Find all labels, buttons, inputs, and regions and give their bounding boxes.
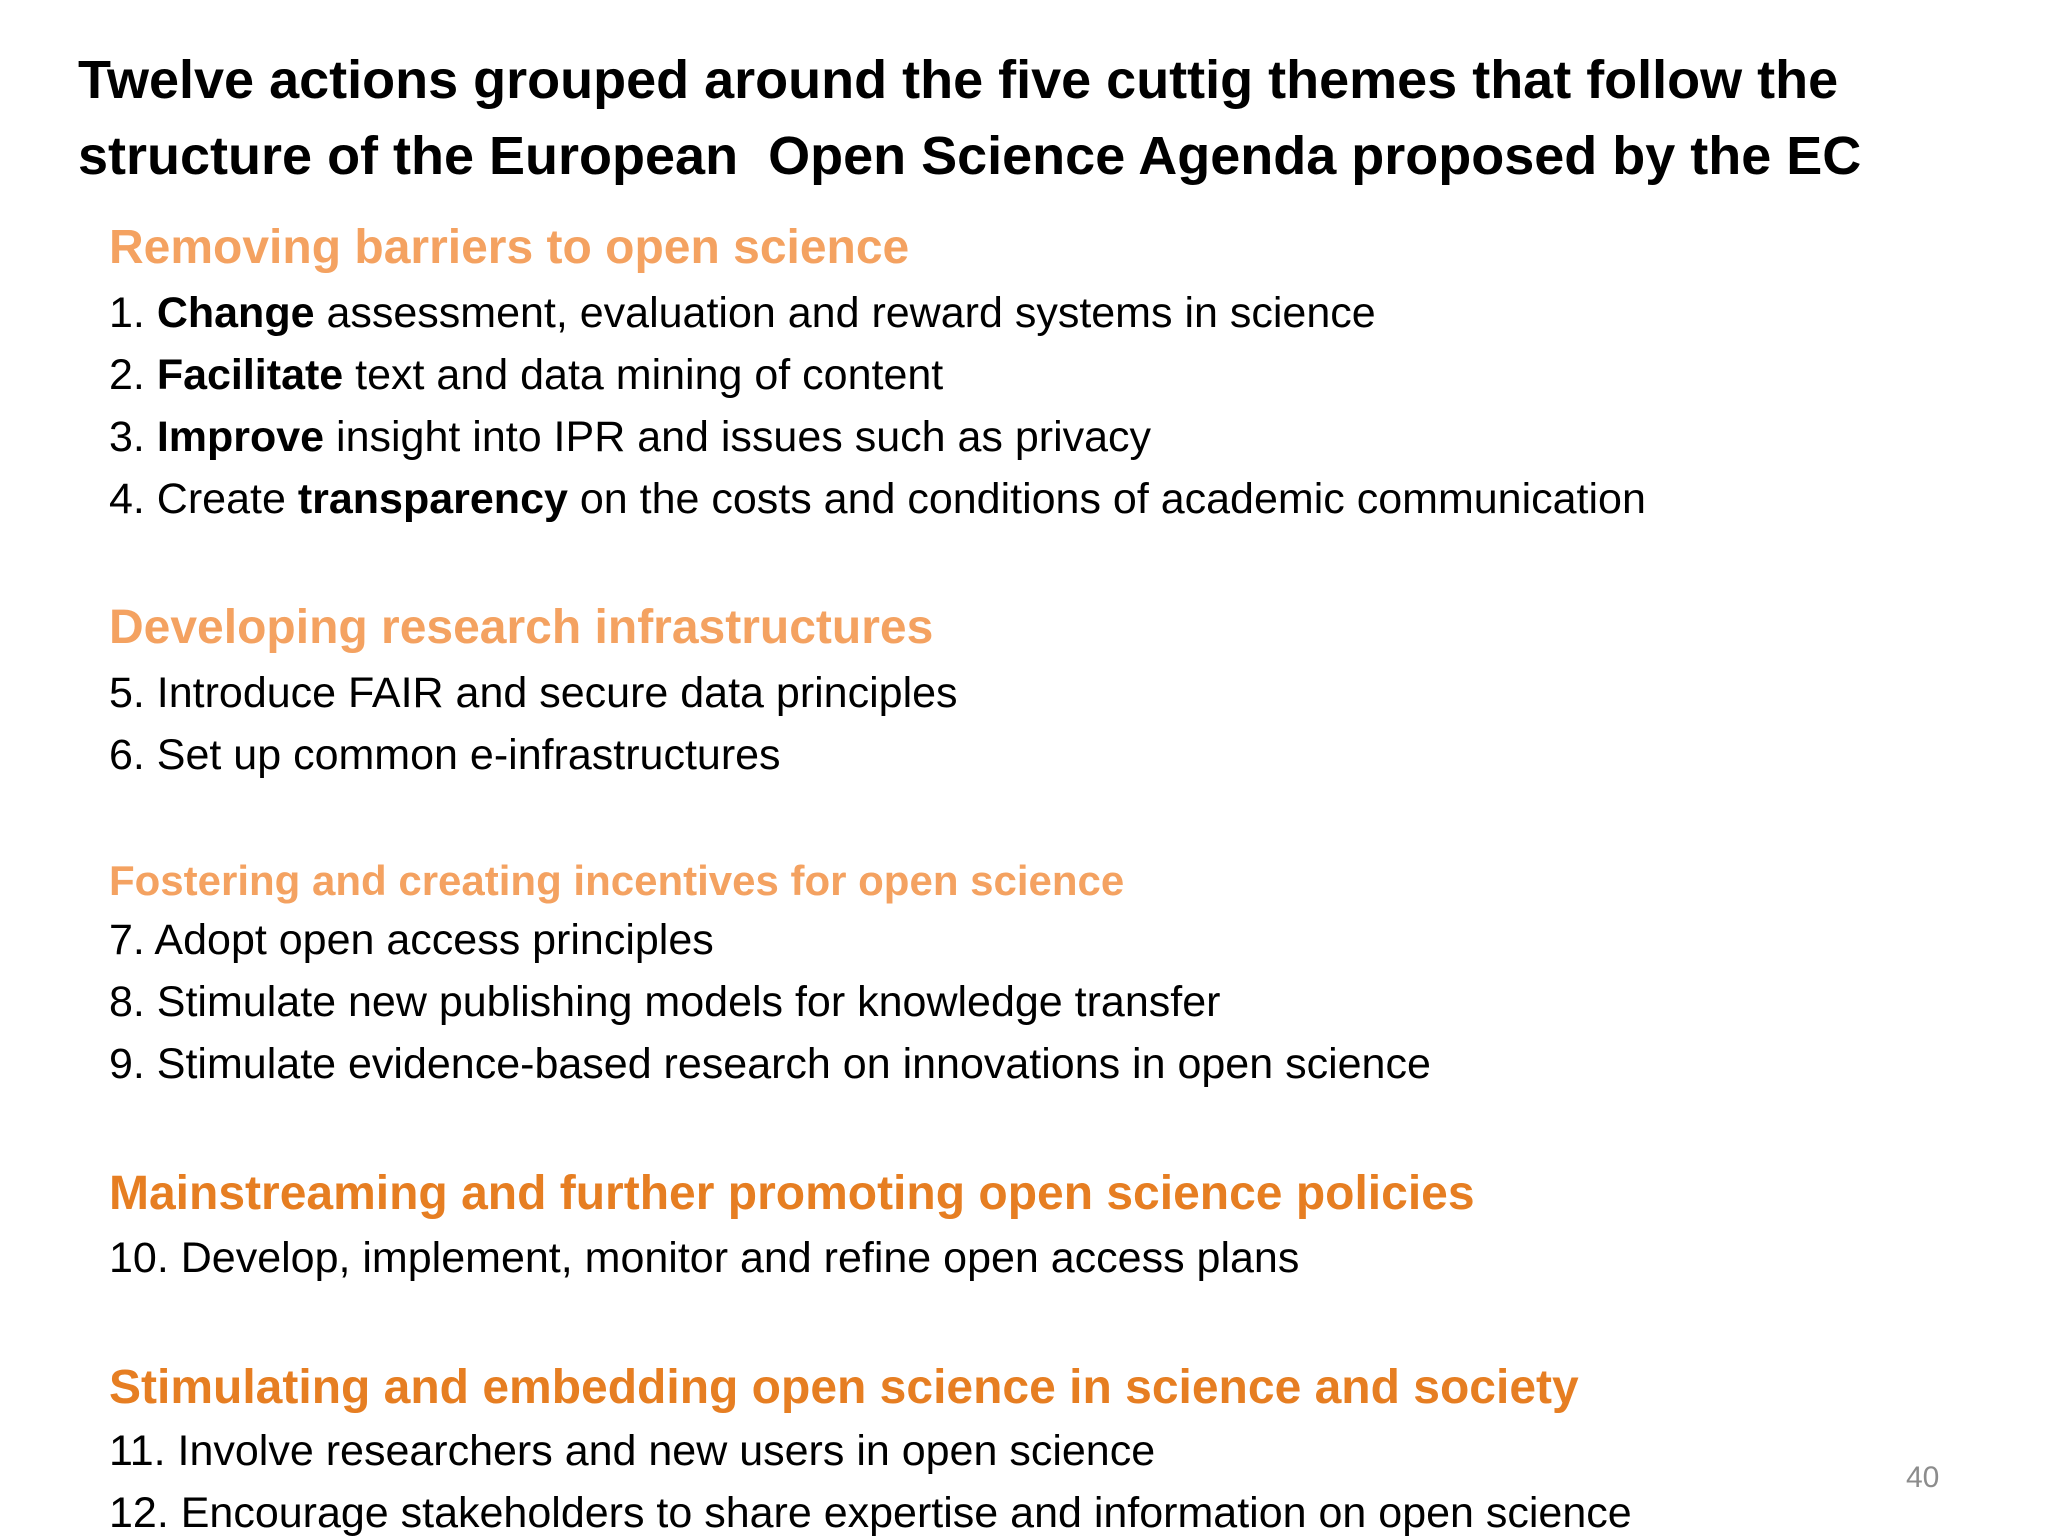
slide-title <box>78 42 1978 194</box>
action-item-4: 4. Create transparency on the costs and conditions of academic communication <box>109 475 1646 523</box>
page-number: 40 <box>1906 1461 1940 1494</box>
action-item-8: 8. Stimulate new publishing models for knowledge transfer <box>109 978 1221 1026</box>
action-item-7: 7. Adopt open access principles <box>109 916 714 964</box>
action-item-5: 5. Introduce FAIR and secure data principles <box>109 669 958 717</box>
action-item-12: 12. Encourage stakeholders to share expertise and information on open science <box>109 1489 1632 1537</box>
slide-title-line-1: Twelve actions grouped around the five cuttig themes that follow the <box>78 50 1839 110</box>
action-item-10: 10. Develop, implement, monitor and refine open access plans <box>109 1234 1300 1282</box>
section-heading-removing-barriers: Removing barriers to open science <box>109 221 910 274</box>
action-item-11: 11. Involve researchers and new users in open science <box>109 1427 1156 1475</box>
slide-title-line-2: structure of the European Open Science Agenda proposed by the EC <box>78 126 1862 186</box>
section-heading-mainstreaming-policies: Mainstreaming and further promoting open science policies <box>109 1167 1475 1220</box>
action-item-6: 6. Set up common e-infrastructures <box>109 731 781 779</box>
action-item-2: 2. Facilitate text and data mining of content <box>109 351 944 399</box>
section-heading-research-infrastructures: Developing research infrastructures <box>109 601 934 654</box>
action-item-3: 3. Improve insight into IPR and issues such as privacy <box>109 413 1152 461</box>
section-heading-stimulating-embedding: Stimulating and embedding open science in science and society <box>109 1361 1579 1414</box>
section-heading-fostering-incentives: Fostering and creating incentives for open science <box>109 857 1125 904</box>
action-item-9: 9. Stimulate evidence-based research on innovations in open science <box>109 1040 1431 1088</box>
action-item-1: 1. Change assessment, evaluation and reward systems in science <box>109 289 1376 337</box>
